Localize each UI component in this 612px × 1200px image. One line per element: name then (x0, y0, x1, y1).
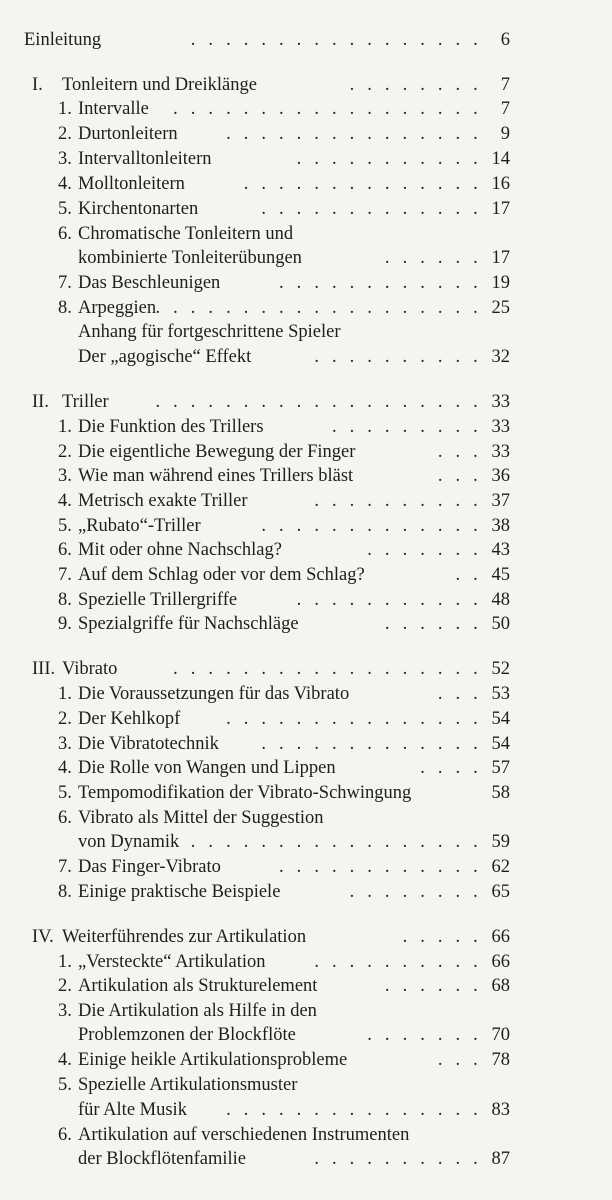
toc-entry-page-number: 66 (491, 952, 510, 972)
toc-entry-number: 1. (58, 417, 72, 437)
toc-entry-number: 5. (58, 199, 72, 219)
toc-entry-number: 3. (58, 466, 72, 486)
toc-entry-title: Intervalltonleitern (78, 149, 212, 169)
toc-entry-leader-dots: . . . . . . . . . . . . . . . (226, 124, 482, 144)
toc-entry-number: IV. (32, 927, 54, 947)
toc-entry-title: Kirchentonarten (78, 199, 199, 219)
toc-entry-number: 1. (58, 99, 72, 119)
toc-entry-number: 5. (58, 783, 72, 803)
toc-entry (24, 439, 510, 465)
toc-entry-title: Einige heikle Artikulationsprobleme (78, 1050, 348, 1070)
toc-entry-page-number: 52 (491, 659, 510, 679)
toc-entry-number: 4. (58, 174, 72, 194)
toc-entry (24, 344, 510, 370)
toc-entry-title: Artikulation als Strukturelement (78, 976, 318, 996)
toc-entry-number: 2. (58, 709, 72, 729)
toc-entry-title: Spezielle Artikulationsmuster (78, 1075, 298, 1095)
toc-entry-title: Der Kehlkopf (78, 709, 181, 729)
toc-entry-leader-dots: . . (455, 565, 482, 585)
toc-entry-leader-dots: . . . . . . . . . . . . . . . . . . (173, 99, 482, 119)
toc-entry-page-number: 62 (491, 857, 510, 877)
toc-entry-page-number: 59 (491, 832, 510, 852)
toc-entry-title: Mit oder ohne Nachschlag? (78, 540, 282, 560)
toc-entry-number: 7. (58, 273, 72, 293)
toc-entry-leader-dots: . . . . . . . . . (331, 417, 482, 437)
toc-entry (24, 146, 510, 172)
toc-entry-page-number: 33 (491, 442, 510, 462)
toc-entry-title: „Rubato“-Triller (78, 516, 201, 536)
toc-entry-title: Anhang für fortgeschrittene Spieler (78, 322, 341, 342)
toc-entry-page-number: 33 (491, 392, 510, 412)
toc-entry-leader-dots: . . . . . . . . . . . . . (261, 199, 482, 219)
toc-entry-number: 2. (58, 124, 72, 144)
toc-entry-title: Arpeggien (78, 298, 157, 318)
toc-entry-leader-dots: . . . . . . . . . . . . . (261, 734, 482, 754)
toc-entry (24, 537, 510, 563)
toc-entry (24, 414, 510, 440)
toc-entry (24, 488, 510, 514)
toc-entry-leader-dots: . . . . . . . . . . . . . (261, 516, 482, 536)
toc-entry (24, 1072, 510, 1098)
toc-entry-page-number: 14 (491, 149, 510, 169)
toc-entry-title: Die Rolle von Wangen und Lippen (78, 758, 336, 778)
toc-entry-number: 2. (58, 976, 72, 996)
toc-entry (24, 681, 510, 707)
toc-entry-leader-dots: . . . . . . . . . . . (296, 149, 482, 169)
toc-entry-page-number: 50 (491, 614, 510, 634)
toc-entry-page-number: 17 (491, 248, 510, 268)
toc-entry-number: 4. (58, 1050, 72, 1070)
toc-entry (24, 270, 510, 296)
toc-entry (24, 245, 510, 271)
toc-entry-title: Vibrato als Mittel der Suggestion (78, 808, 324, 828)
toc-entry-leader-dots: . . . . . . . . . . (314, 491, 482, 511)
toc-entry-number: 1. (58, 952, 72, 972)
toc-entry-leader-dots: . . . . . . . . (349, 75, 482, 95)
toc-entry-page-number: 65 (491, 882, 510, 902)
toc-entry-title: Die Artikulation als Hilfe in den (78, 1001, 317, 1021)
toc-entry (24, 1047, 510, 1073)
toc-entry-number: 6. (58, 540, 72, 560)
toc-entry-page-number: 17 (491, 199, 510, 219)
toc-entry-title: Die Vibratotechnik (78, 734, 219, 754)
toc-entry-page-number: 66 (491, 927, 510, 947)
toc-entry-title: Tempomodifikation der Vibrato-Schwingung (78, 783, 412, 803)
toc-entry-leader-dots: . . . . . . . . . . . . . . . . . (190, 30, 482, 50)
toc-entry-leader-dots: . . . . . . . . . . (314, 1149, 482, 1169)
toc-entry-title: Das Finger-Vibrato (78, 857, 221, 877)
toc-entry (24, 656, 510, 682)
toc-entry-leader-dots: . . . . . . . . . . . . . . . . . . (173, 659, 482, 679)
toc-entry-number: 8. (58, 298, 72, 318)
toc-entry-leader-dots: . . . . . . . . . . . (296, 590, 482, 610)
toc-entry-leader-dots: . . . . . . . . . . . . . . . . . . . (155, 392, 482, 412)
toc-entry-page-number: 83 (491, 1100, 510, 1120)
toc-entry (24, 998, 510, 1024)
toc-entry (24, 295, 510, 321)
toc-entry-leader-dots: . . . (437, 684, 482, 704)
toc-entry-page-number: 53 (491, 684, 510, 704)
toc-entry-number: II. (32, 392, 49, 412)
toc-entry-title: Molltonleitern (78, 174, 185, 194)
toc-entry-leader-dots: . . . (437, 1050, 482, 1070)
toc-entry-leader-dots: . . . . . . (384, 614, 482, 634)
toc-entry-title: Intervalle (78, 99, 149, 119)
toc-entry (24, 96, 510, 122)
toc-entry-title: Das Beschleunigen (78, 273, 221, 293)
toc-entry-leader-dots: . . . . . . (384, 248, 482, 268)
toc-entry (24, 587, 510, 613)
toc-entry (24, 755, 510, 781)
toc-entry (24, 805, 510, 831)
toc-entry-leader-dots: . . . . . . . . . . (314, 952, 482, 972)
toc-entry-title: Tonleitern und Dreiklänge (62, 75, 257, 95)
toc-entry (24, 1122, 510, 1148)
toc-entry-title: für Alte Musik (78, 1100, 187, 1120)
toc-entry-number: 3. (58, 734, 72, 754)
toc-entry-page-number: 58 (491, 783, 510, 803)
toc-entry-leader-dots: . . . . . . . (367, 1025, 482, 1045)
toc-entry-title: „Versteckte“ Artikulation (78, 952, 266, 972)
toc-entry-page-number: 9 (500, 124, 510, 144)
toc-entry-leader-dots: . . . . . . . . . . . . . . . . . (190, 832, 482, 852)
toc-entry-number: 9. (58, 614, 72, 634)
toc-entry (24, 121, 510, 147)
toc-entry-leader-dots: . . . . . . . . . . . . . . . (226, 709, 482, 729)
toc-entry (24, 973, 510, 999)
toc-entry (24, 27, 510, 53)
toc-entry (24, 1022, 510, 1048)
toc-entry-leader-dots: . . . . . . . (367, 540, 482, 560)
toc-entry-title: Die Funktion des Trillers (78, 417, 264, 437)
toc-entry (24, 780, 510, 806)
toc-entry-title: Spezialgriffe für Nachschläge (78, 614, 299, 634)
toc-entry-page-number: 33 (491, 417, 510, 437)
toc-entry-title: Einige praktische Beispiele (78, 882, 281, 902)
toc-entry-number: 5. (58, 516, 72, 536)
toc-entry-number: 2. (58, 442, 72, 462)
toc-entry-number: 7. (58, 857, 72, 877)
toc-entry-title: von Dynamik (78, 832, 180, 852)
toc-entry-title: Weiterführendes zur Artikulation (62, 927, 307, 947)
toc-entry-number: 7. (58, 565, 72, 585)
toc-entry-page-number: 36 (491, 466, 510, 486)
toc-entry-leader-dots: . . . . . . . . . . . . (279, 273, 482, 293)
toc-entry-page-number: 57 (491, 758, 510, 778)
toc-entry-title: Triller (62, 392, 109, 412)
toc-entry (24, 513, 510, 539)
toc-entry-page-number: 6 (500, 30, 510, 50)
toc-entry (24, 389, 510, 415)
toc-entry-title: kombinierte Tonleiterübungen (78, 248, 302, 268)
toc-entry (24, 1097, 510, 1123)
toc-entry (24, 463, 510, 489)
toc-entry-page-number: 78 (491, 1050, 510, 1070)
toc-entry-page-number: 48 (491, 590, 510, 610)
toc-entry-number: 5. (58, 1075, 72, 1095)
toc-entry-number: I. (32, 75, 43, 95)
toc-entry (24, 319, 510, 345)
toc-entry-leader-dots: . . . . . . . . . . . . . . . (226, 1100, 482, 1120)
toc-entry (24, 706, 510, 732)
toc-entry-page-number: 54 (491, 734, 510, 754)
toc-entry-page-number: 54 (491, 709, 510, 729)
toc-entry-number: 3. (58, 1001, 72, 1021)
toc-entry-number: 6. (58, 1125, 72, 1145)
toc-entry (24, 196, 510, 222)
toc-entry-leader-dots: . . . . . . . . . . . . . . . . . . . (155, 298, 482, 318)
toc-entry-number: 4. (58, 491, 72, 511)
toc-entry-leader-dots: . . . . . (402, 927, 482, 947)
toc-entry-page-number: 7 (500, 75, 510, 95)
toc-entry-title: Vibrato (62, 659, 118, 679)
toc-entry (24, 611, 510, 637)
toc-entry-page-number: 70 (491, 1025, 510, 1045)
toc-entry (24, 72, 510, 98)
toc-entry-page-number: 45 (491, 565, 510, 585)
toc-entry-page-number: 19 (491, 273, 510, 293)
toc-entry-number: 3. (58, 149, 72, 169)
toc-entry-page-number: 87 (491, 1149, 510, 1169)
toc-entry (24, 879, 510, 905)
toc-entry (24, 221, 510, 247)
toc-entry-leader-dots: . . . . . . . . . . . . (279, 857, 482, 877)
toc-entry (24, 562, 510, 588)
toc-entry-title: Auf dem Schlag oder vor dem Schlag? (78, 565, 365, 585)
toc-entry-page-number: 25 (491, 298, 510, 318)
toc-entry-number: III. (32, 659, 56, 679)
toc-entry-title: Die Voraussetzungen für das Vibrato (78, 684, 350, 704)
toc-entry (24, 829, 510, 855)
toc-entry (24, 949, 510, 975)
toc-entry-title: Chromatische Tonleitern und (78, 224, 294, 244)
toc-entry-leader-dots: . . . . . . . . . . (314, 347, 482, 367)
toc-entry-leader-dots: . . . (437, 466, 482, 486)
toc-entry-page-number: 43 (491, 540, 510, 560)
toc-entry (24, 1146, 510, 1172)
toc-entry-number: 8. (58, 590, 72, 610)
toc-entry-page-number: 32 (491, 347, 510, 367)
toc-entry-number: 4. (58, 758, 72, 778)
toc-entry-title: der Blockflötenfamilie (78, 1149, 246, 1169)
toc-entry-leader-dots: . . . . . . . . . . . . . . (243, 174, 482, 194)
toc-entry-title: Die eigentliche Bewegung der Finger (78, 442, 356, 462)
toc-entry-number: 6. (58, 224, 72, 244)
toc-entry-title: Der „agogische“ Effekt (78, 347, 252, 367)
toc-entry-title: Artikulation auf verschiedenen Instrumenten (78, 1125, 410, 1145)
toc-entry (24, 854, 510, 880)
toc-entry (24, 731, 510, 757)
toc-entry-page-number: 7 (500, 99, 510, 119)
toc-entry-title: Durtonleitern (78, 124, 178, 144)
toc-entry-number: 1. (58, 684, 72, 704)
toc-entry-title: Spezielle Trillergriffe (78, 590, 238, 610)
toc-entry-title: Wie man während eines Trillers bläst (78, 466, 354, 486)
toc-entry-page-number: 68 (491, 976, 510, 996)
toc-entry-number: 8. (58, 882, 72, 902)
toc-entry-leader-dots: . . . . . . . . (349, 882, 482, 902)
toc-entry-leader-dots: . . . . . . (384, 976, 482, 996)
toc-entry-number: 6. (58, 808, 72, 828)
toc-entry-page-number: 38 (491, 516, 510, 536)
toc-entry-title: Einleitung (24, 30, 102, 50)
toc-entry (24, 924, 510, 950)
toc-entry-leader-dots: . . . (437, 442, 482, 462)
toc-entry (24, 171, 510, 197)
toc-entry-page-number: 16 (491, 174, 510, 194)
toc-entry-leader-dots: . . . . (420, 758, 482, 778)
toc-entry-page-number: 37 (491, 491, 510, 511)
toc-entry-title: Metrisch exakte Triller (78, 491, 248, 511)
toc-entry-title: Problemzonen der Blockflöte (78, 1025, 296, 1045)
